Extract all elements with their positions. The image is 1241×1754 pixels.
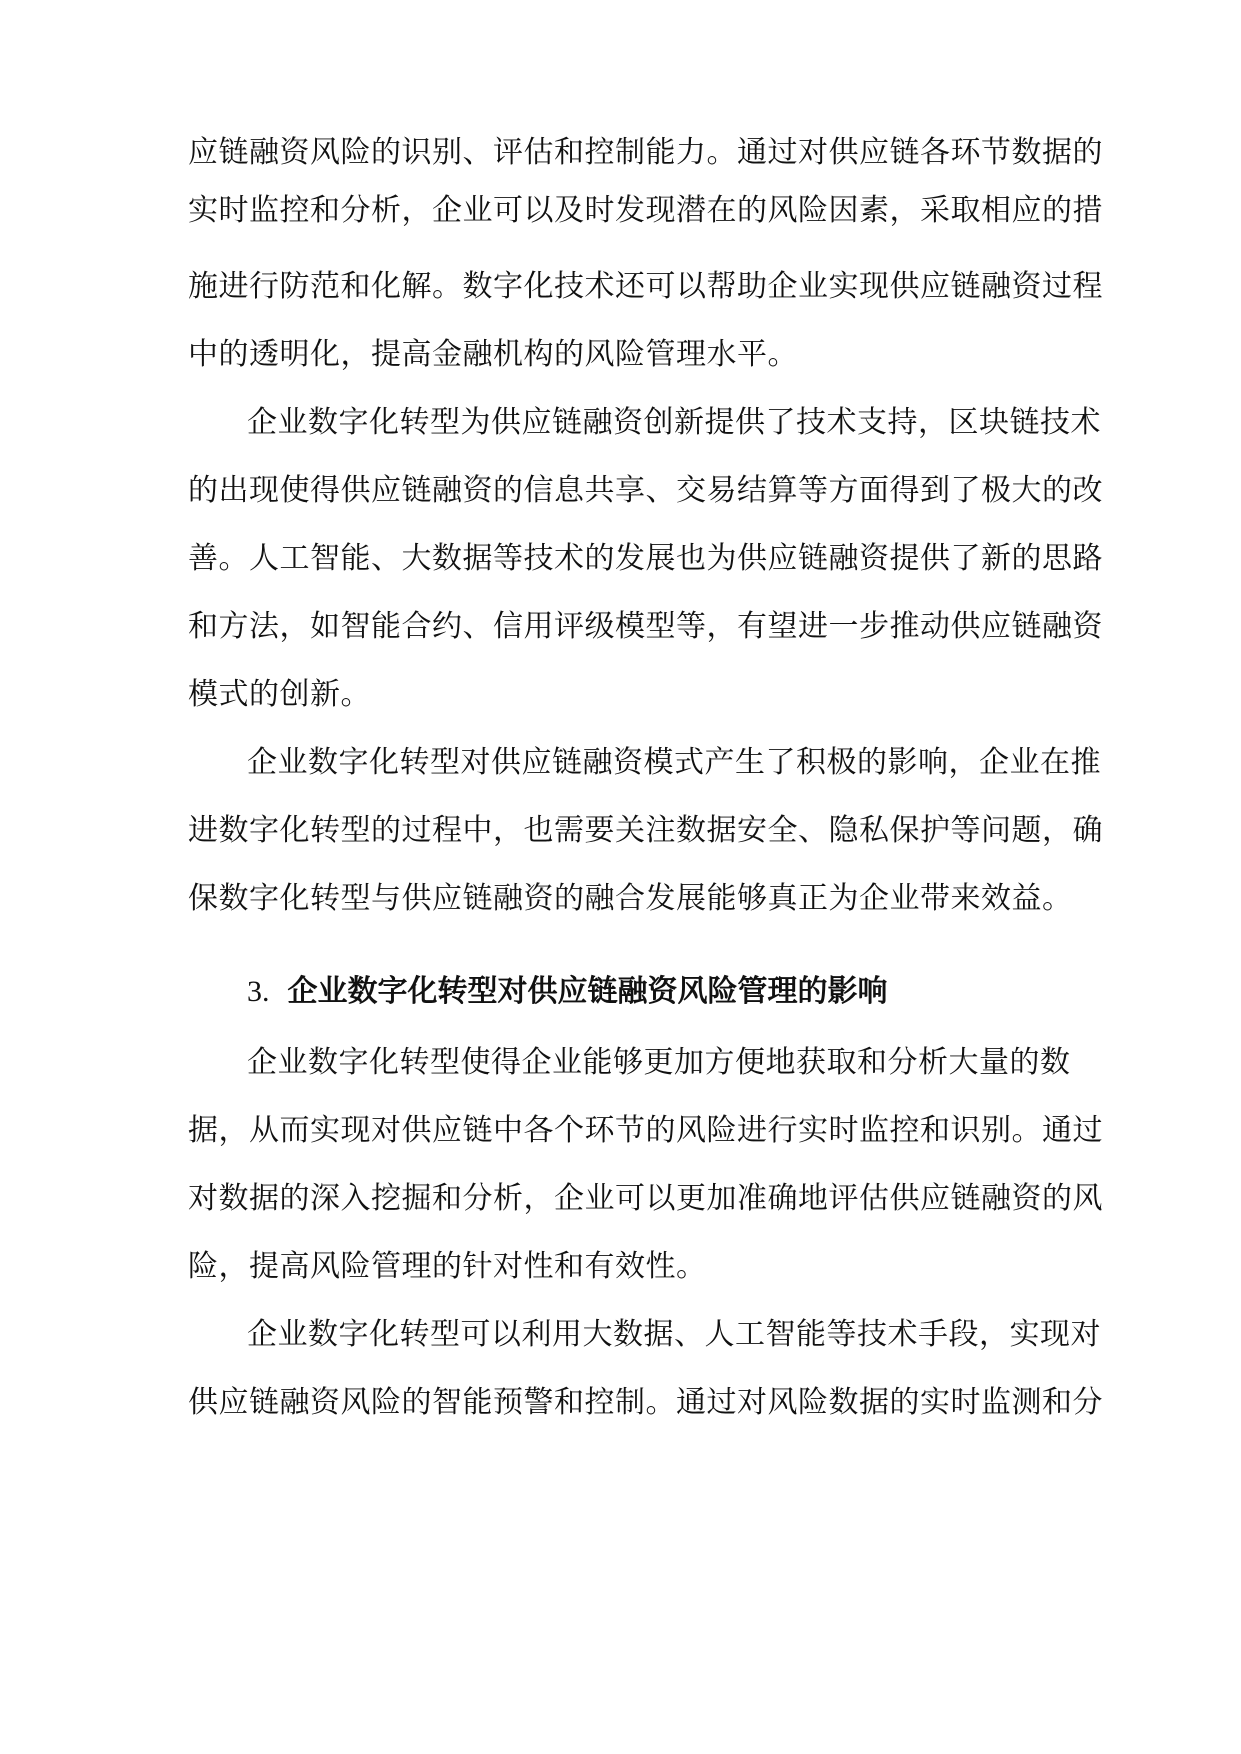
paragraph-1-line-3: 施进行防范和化解。数字化技术还可以帮助企业实现供应链融资过程	[188, 269, 1103, 304]
paragraph-1-line-4: 中的透明化，提高金融机构的风险管理水平。	[188, 337, 798, 372]
paragraph-4-line-1: 企业数字化转型使得企业能够更加方便地获取和分析大量的数	[247, 1045, 1071, 1080]
paragraph-4-line-3: 对数据的深入挖掘和分析，企业可以更加准确地评估供应链融资的风	[188, 1181, 1103, 1216]
paragraph-3-line-3: 保数字化转型与供应链融资的融合发展能够真正为企业带来效益。	[188, 881, 1073, 916]
paragraph-4-line-2: 据，从而实现对供应链中各个环节的风险进行实时监控和识别。通过	[188, 1113, 1103, 1148]
paragraph-3-line-1: 企业数字化转型对供应链融资模式产生了积极的影响，企业在推	[247, 745, 1101, 780]
paragraph-2-line-1: 企业数字化转型为供应链融资创新提供了技术支持，区块链技术	[247, 405, 1101, 440]
section-title: 企业数字化转型对供应链融资风险管理的影响	[287, 974, 888, 1009]
section-heading	[247, 972, 888, 1012]
paragraph-2-line-4: 和方法，如智能合约、信用评级模型等，有望进一步推动供应链融资	[188, 609, 1103, 644]
paragraph-5-line-1: 企业数字化转型可以利用大数据、人工智能等技术手段，实现对	[247, 1317, 1101, 1352]
paragraph-2-line-3: 善。人工智能、大数据等技术的发展也为供应链融资提供了新的思路	[188, 541, 1103, 576]
paragraph-4-line-4: 险，提高风险管理的针对性和有效性。	[188, 1249, 707, 1284]
paragraph-5-line-2: 供应链融资风险的智能预警和控制。通过对风险数据的实时监测和分	[188, 1385, 1103, 1420]
paragraph-2-line-5: 模式的创新。	[188, 677, 371, 712]
paragraph-3-line-2: 进数字化转型的过程中，也需要关注数据安全、隐私保护等问题，确	[188, 813, 1103, 848]
paragraph-1-line-1: 应链融资风险的识别、评估和控制能力。通过对供应链各环节数据的	[188, 135, 1103, 170]
paragraph-2-line-2: 的出现使得供应链融资的信息共享、交易结算等方面得到了极大的改	[188, 473, 1103, 508]
section-number: 3.	[247, 975, 270, 1008]
paragraph-1-line-2: 实时监控和分析，企业可以及时发现潜在的风险因素，采取相应的措	[188, 193, 1103, 228]
